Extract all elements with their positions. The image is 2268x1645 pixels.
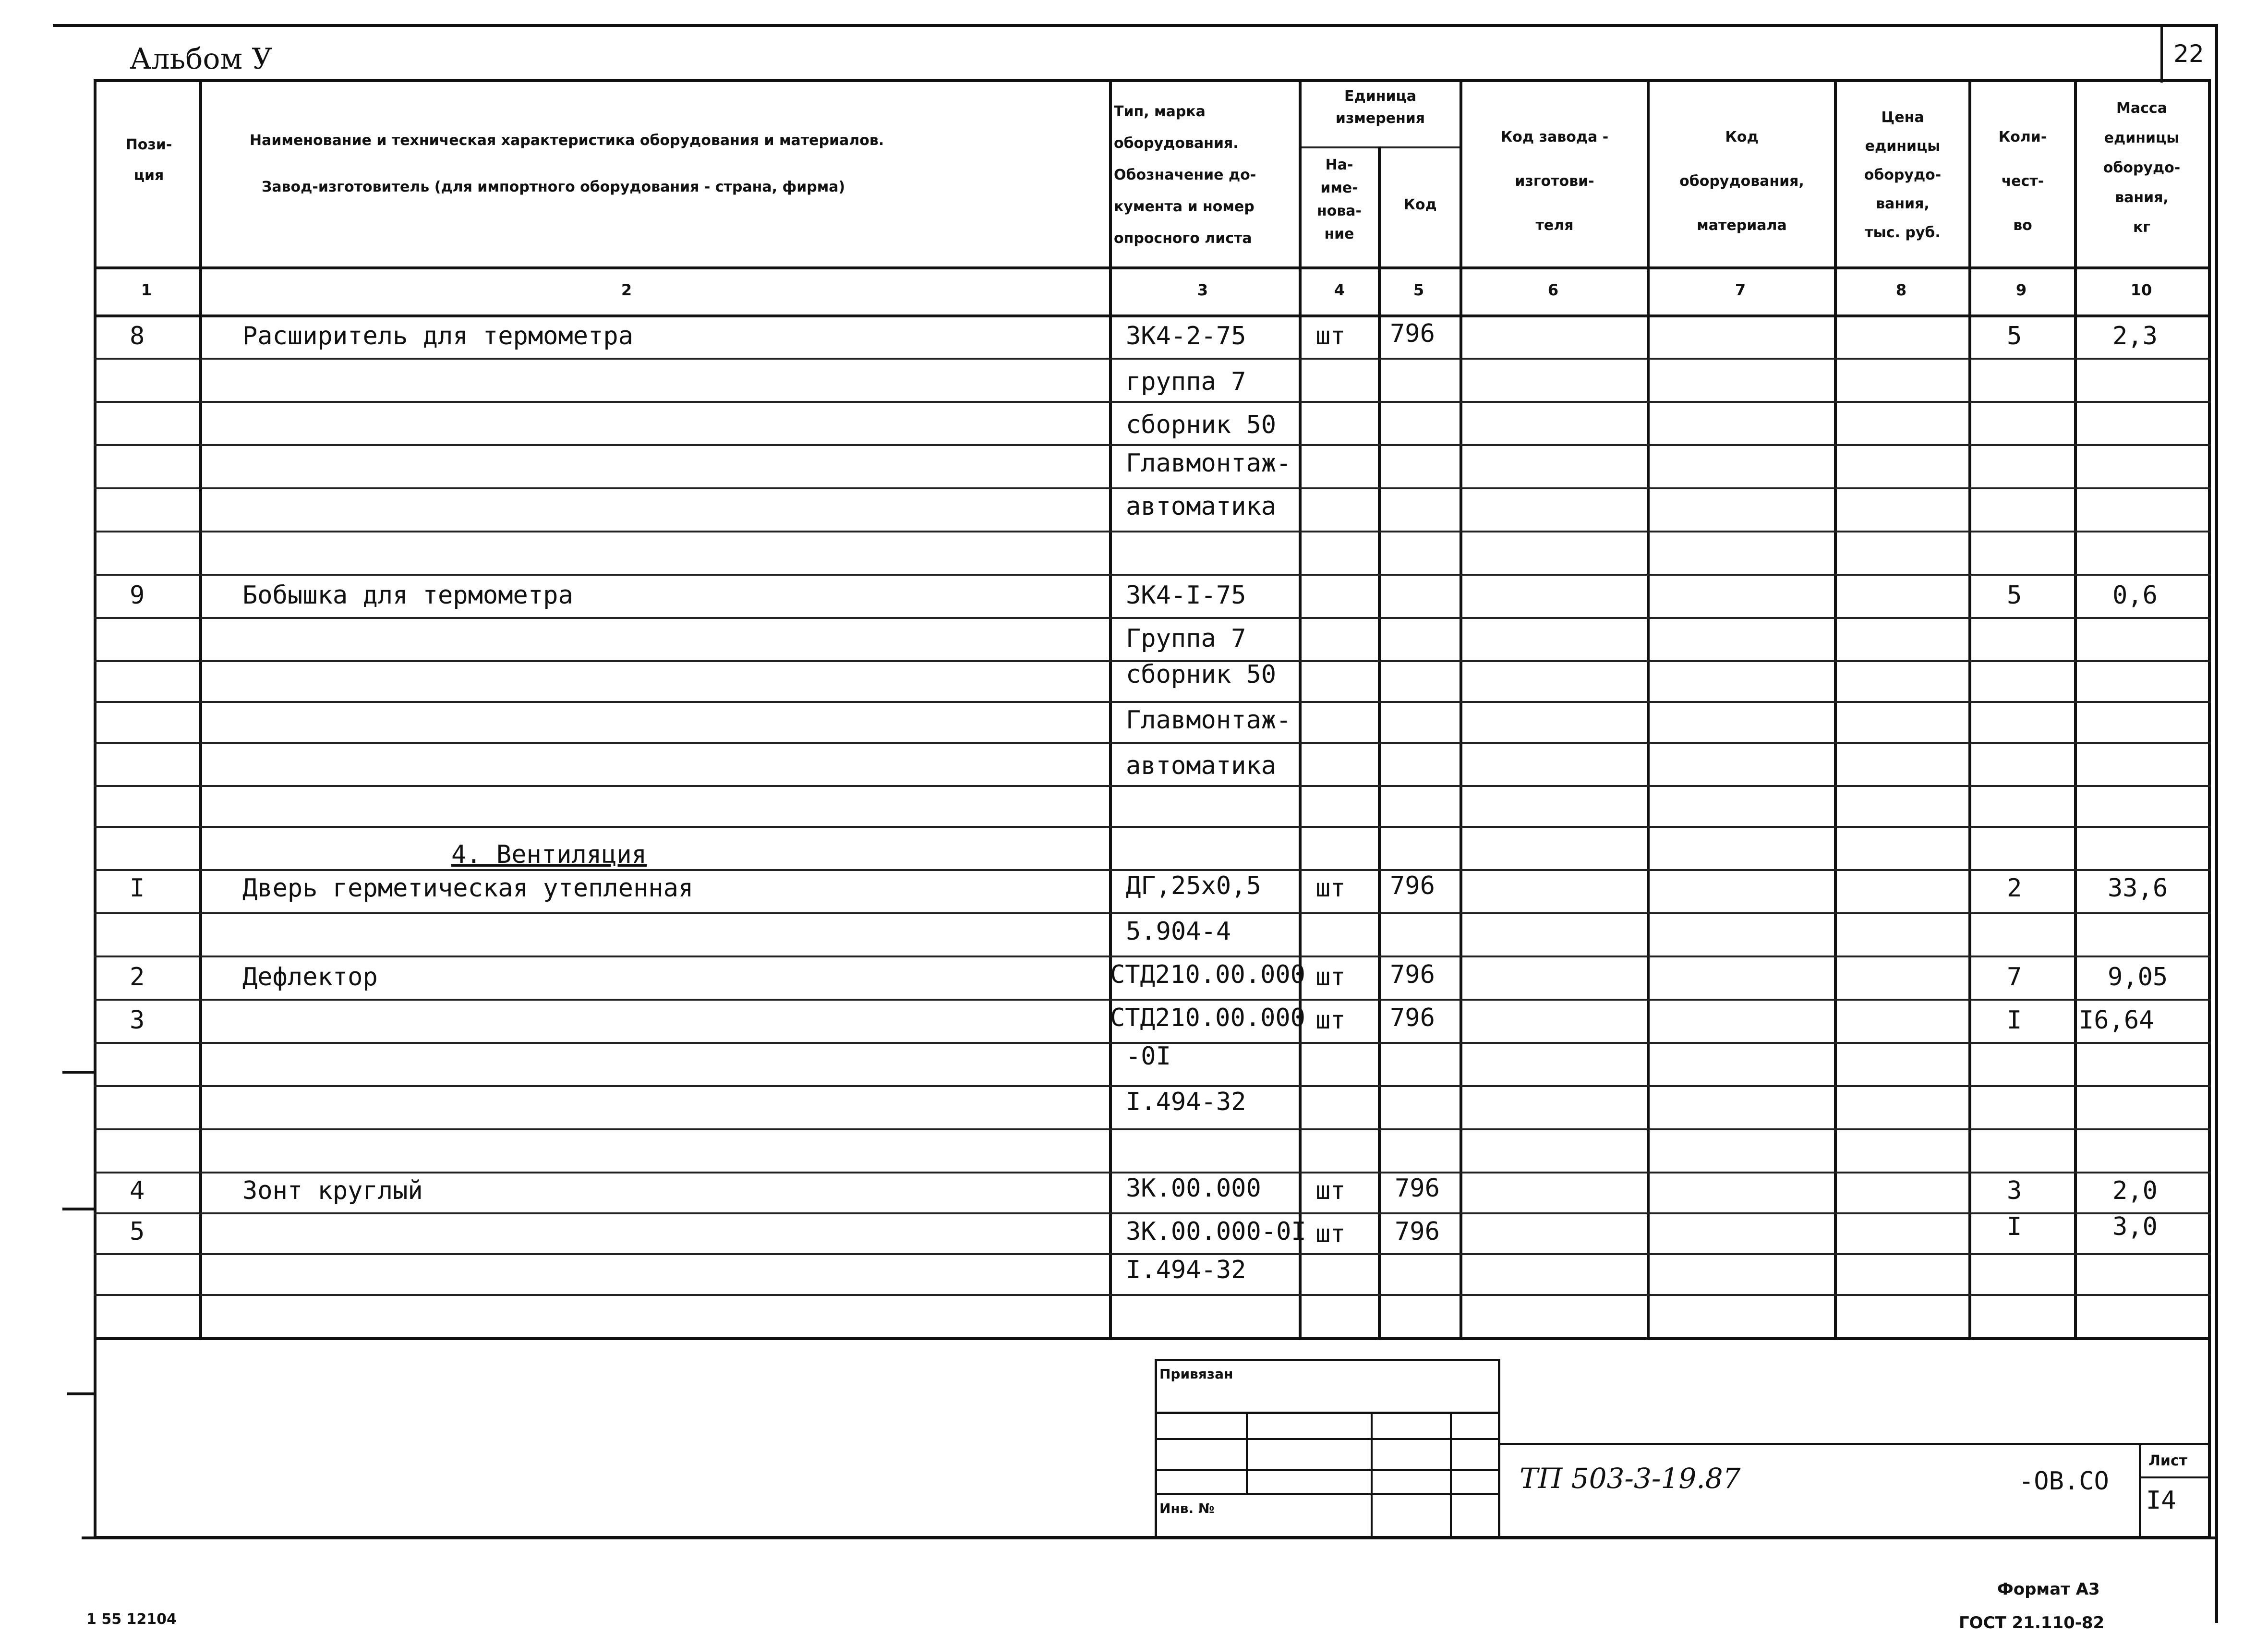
row-position: 9 <box>130 581 145 610</box>
row-mass: 9,05 <box>2108 963 2168 992</box>
row-line <box>94 574 2211 576</box>
column-number: 3 <box>1197 281 1208 299</box>
row-line <box>94 1172 2211 1173</box>
row-name: Дверь герметическая утепленная <box>242 874 694 903</box>
row-line <box>94 358 2211 360</box>
header-unit-group: Единица измерения <box>1335 88 1425 127</box>
row-line <box>94 1212 2211 1214</box>
stamp-inventory-number: Инв. № <box>1159 1500 1215 1516</box>
row-quantity: 5 <box>2007 581 2022 610</box>
row-line <box>94 912 2211 914</box>
row-type: группа 7 <box>1126 367 1246 396</box>
row-unit-code: 796 <box>1390 1004 1435 1032</box>
row-unit-code: 796 <box>1395 1174 1440 1203</box>
row-position: 5 <box>130 1217 145 1246</box>
column-number: 1 <box>141 281 152 299</box>
row-mass: 2,0 <box>2112 1176 2158 1205</box>
stamp-sheet-box-line <box>2139 1445 2141 1536</box>
document-suffix: -ОВ.СО <box>2019 1467 2109 1496</box>
row-mass: 33,6 <box>2108 874 2168 903</box>
header-position: Пози- ция <box>125 136 172 184</box>
footer-gost: ГОСТ 21.110-82 <box>1959 1613 2105 1633</box>
column-number: 10 <box>2130 281 2152 299</box>
row-unit: шт <box>1315 963 1346 992</box>
row-unit-code: 796 <box>1390 960 1435 989</box>
col-line-3 <box>1299 79 1302 1337</box>
stamp-line <box>1155 1412 1500 1414</box>
column-number: 2 <box>621 281 632 299</box>
row-type: ЗК4-I-75 <box>1126 581 1246 610</box>
row-line <box>94 826 2211 828</box>
row-line <box>94 617 2211 619</box>
row-line <box>94 1253 2211 1255</box>
row-type: ЗК.00.000-0I <box>1126 1217 1306 1246</box>
row-line <box>94 785 2211 787</box>
header-bottom-line <box>94 266 2211 269</box>
stamp-line <box>1450 1414 1452 1536</box>
row-line <box>94 444 2211 446</box>
row-line <box>94 531 2211 532</box>
header-unit-code: Код <box>1403 196 1437 213</box>
header-equipment-code: Код оборудования, материала <box>1679 129 1804 234</box>
stamp-line <box>1155 1469 1500 1471</box>
row-line <box>94 1294 2211 1296</box>
stamp-line <box>1246 1414 1248 1493</box>
row-mass: I6,64 <box>2079 1006 2154 1035</box>
row-quantity: 5 <box>2007 322 2022 351</box>
row-unit-code: 796 <box>1395 1217 1440 1246</box>
table-body-bottom-line <box>94 1337 2211 1340</box>
column-number: 7 <box>1735 281 1746 299</box>
col-line-1 <box>199 79 202 1337</box>
row-position: 2 <box>130 963 145 992</box>
row-unit: шт <box>1315 874 1346 903</box>
row-unit: шт <box>1315 1006 1346 1035</box>
row-name: Зонт круглый <box>242 1176 423 1205</box>
header-name-line1: Наименование и техническая характеристика оборудования и материалов. <box>250 132 884 149</box>
row-line <box>94 487 2211 489</box>
row-type: ДГ,25x0,5 <box>1126 871 1261 900</box>
col-line-6 <box>1647 79 1650 1337</box>
row-type: СТД210.00.000 <box>1110 1004 1305 1032</box>
row-line <box>94 401 2211 403</box>
row-type: автоматика <box>1126 751 1277 780</box>
row-type: Главмонтаж- <box>1126 706 1291 735</box>
column-number: 4 <box>1334 281 1345 299</box>
row-position: 3 <box>130 1006 145 1035</box>
column-number: 5 <box>1413 281 1424 299</box>
row-type: автоматика <box>1126 492 1277 521</box>
header-name-line2: Завод-изготовитель (для импортного оборудования - страна, фирма) <box>262 179 845 195</box>
margin-tick <box>62 1071 96 1074</box>
row-type: сборник 50 <box>1126 411 1277 439</box>
row-mass: 0,6 <box>2112 581 2158 610</box>
row-quantity: 2 <box>2007 874 2022 903</box>
header-mass: Масса единицы оборудо- вания, кг <box>2103 100 2181 236</box>
row-quantity: I <box>2007 1006 2022 1035</box>
row-line <box>94 869 2211 871</box>
frame-top-line <box>53 24 2218 27</box>
footer-format: Формат А3 <box>1997 1580 2100 1599</box>
row-quantity: 3 <box>2007 1176 2022 1205</box>
row-unit: шт <box>1315 1220 1346 1248</box>
row-type: Главмонтаж- <box>1126 449 1291 478</box>
margin-tick <box>62 1208 96 1210</box>
stamp-line <box>1155 1438 1500 1440</box>
header-price: Цена единицы оборудо- вания, тыс. руб. <box>1864 109 1942 241</box>
row-name: Дефлектор <box>242 963 378 992</box>
row-quantity: I <box>2007 1212 2022 1241</box>
col-line-7 <box>1834 79 1837 1337</box>
document-code: ТП 503-3-19.87 <box>1520 1462 1741 1495</box>
header-type: Тип, марка оборудования. Обозначение до- кумента и номер опросного листа <box>1114 103 1256 247</box>
stamp-main-top-line <box>1500 1443 2211 1445</box>
row-mass: 2,3 <box>2112 322 2158 351</box>
row-unit-code: 796 <box>1390 319 1435 348</box>
row-position: I <box>130 874 145 903</box>
colnum-bottom-line <box>94 314 2211 317</box>
row-type: СТД210.00.000 <box>1110 960 1305 989</box>
header-manufacturer-code: Код завода - изготови- теля <box>1500 129 1609 234</box>
row-type: ЗК4-2-75 <box>1126 322 1246 351</box>
col-line-2 <box>1109 79 1112 1337</box>
row-quantity: 7 <box>2007 963 2022 992</box>
row-unit-code: 796 <box>1390 871 1435 900</box>
row-type: Группа 7 <box>1126 624 1246 653</box>
row-type: -0I <box>1126 1042 1171 1071</box>
stamp-line <box>1371 1414 1373 1536</box>
col-line-5 <box>1460 79 1462 1337</box>
row-line <box>94 701 2211 703</box>
frame-right-line <box>2215 24 2218 1623</box>
stamp-sheet-value: I4 <box>2146 1486 2176 1515</box>
section-heading: 4. Вентиляция <box>451 840 647 869</box>
sheet-number: 22 <box>2160 25 2215 83</box>
column-number: 8 <box>1895 281 1907 299</box>
col-line-9 <box>2074 79 2077 1337</box>
header-quantity: Коли- чест- во <box>1998 129 2047 234</box>
row-line <box>94 1128 2211 1130</box>
row-type: I.494-32 <box>1126 1256 1246 1284</box>
column-number: 9 <box>2015 281 2027 299</box>
album-title: Альбом У <box>130 42 273 76</box>
margin-tick <box>67 1392 96 1395</box>
footer-left-number: 1 55 12104 <box>86 1611 177 1628</box>
row-position: 4 <box>130 1176 145 1205</box>
row-mass: 3,0 <box>2112 1212 2158 1241</box>
row-line <box>94 956 2211 957</box>
row-name: Бобышка для термометра <box>242 581 573 610</box>
stamp-line <box>1155 1493 1500 1495</box>
column-number: 6 <box>1547 281 1559 299</box>
stamp-privyazan: Привязан <box>1159 1366 1233 1382</box>
row-type: 5.904-4 <box>1126 917 1231 946</box>
row-line <box>94 742 2211 744</box>
row-line <box>94 999 2211 1001</box>
row-type: I.494-32 <box>1126 1088 1246 1116</box>
row-position: 8 <box>130 322 145 351</box>
row-type: сборник 50 <box>1126 660 1277 689</box>
row-unit: шт <box>1315 322 1346 351</box>
col-line-8 <box>1968 79 1971 1337</box>
stamp-sheet-label: Лист <box>2148 1452 2188 1469</box>
row-unit: шт <box>1315 1176 1346 1205</box>
stamp-sheet-box-line <box>2139 1476 2211 1478</box>
row-type: ЗК.00.000 <box>1126 1174 1261 1203</box>
row-name: Расширитель для термометра <box>242 322 633 351</box>
row-line <box>94 1085 2211 1087</box>
header-unit-name: На- име- нова- ние <box>1316 157 1362 242</box>
